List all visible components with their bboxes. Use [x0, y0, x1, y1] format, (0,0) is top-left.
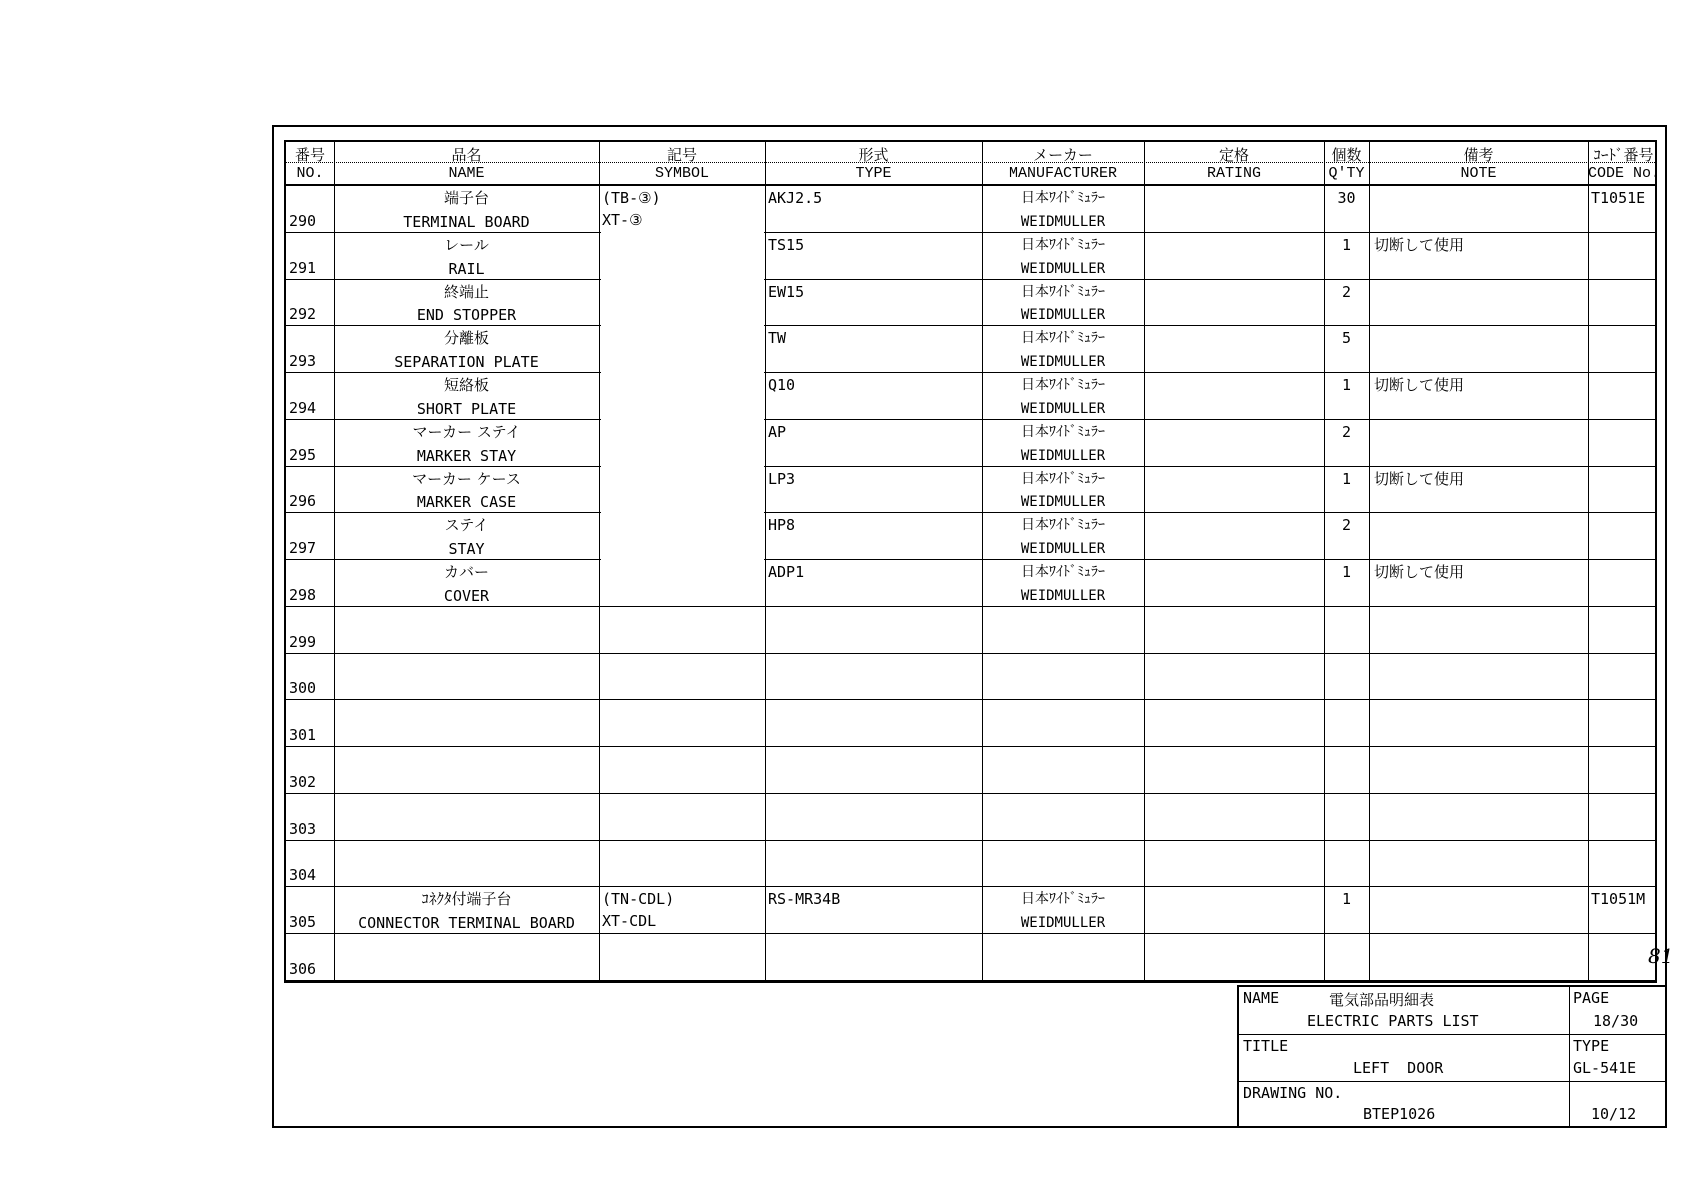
table-row	[286, 233, 1655, 280]
manufacturer-jp: 日本ﾜｲﾄﾞﾐｭﾗｰ	[1021, 330, 1105, 347]
part-name-jp: 分離板	[443, 329, 489, 348]
title-label: TITLE	[1243, 1037, 1289, 1055]
page-value: 18/30	[1593, 1012, 1639, 1030]
drawing-no-value: BTEP1026	[1363, 1105, 1436, 1123]
table-row	[286, 420, 1655, 467]
table-row	[286, 841, 1655, 888]
header-label-en: MANUFACTURER	[1008, 165, 1118, 182]
part-name-en: STAY	[448, 540, 485, 559]
header-label-en: SYMBOL	[654, 165, 709, 182]
part-type: RS-MR34B	[768, 890, 841, 909]
manufacturer-jp: 日本ﾜｲﾄﾞﾐｭﾗｰ	[1021, 283, 1105, 300]
table-row	[286, 700, 1655, 747]
header-label-en: TYPE	[855, 165, 892, 182]
title-block-rule	[1239, 1034, 1667, 1035]
quantity: 2	[1341, 422, 1352, 441]
symbol-line-1: (TB-③)	[602, 189, 661, 207]
row-number: 304	[289, 866, 317, 885]
manufacturer-jp: 日本ﾜｲﾄﾞﾐｭﾗｰ	[1021, 891, 1105, 908]
row-number: 299	[289, 632, 317, 651]
part-name-jp: カバー	[443, 563, 489, 582]
table-row	[286, 747, 1655, 794]
row-number: 301	[289, 726, 317, 745]
header-label-en: Q'TY	[1328, 165, 1365, 182]
header-label-en: NAME	[448, 165, 485, 182]
row-number: 297	[289, 539, 317, 558]
quantity: 1	[1341, 890, 1352, 909]
symbol-line-2: XT-③	[602, 211, 643, 229]
row-number: 298	[289, 585, 317, 604]
row-number: 293	[289, 352, 317, 371]
part-type: AKJ2.5	[768, 189, 823, 207]
part-type: EW15	[768, 282, 805, 301]
manufacturer-jp: 日本ﾜｲﾄﾞﾐｭﾗｰ	[1021, 190, 1105, 206]
table-row	[286, 934, 1655, 981]
header-label-jp: 記号	[666, 146, 697, 164]
table-row	[286, 186, 1655, 233]
code-number: T1051E	[1591, 189, 1646, 207]
manufacturer-en: WEIDMULLER	[1020, 354, 1106, 371]
header-label-en: NO.	[296, 165, 324, 182]
quantity: 30	[1337, 189, 1356, 207]
manufacturer-jp: 日本ﾜｲﾄﾞﾐｭﾗｰ	[1021, 377, 1105, 394]
row-number: 300	[289, 679, 317, 698]
header-label-jp: 品名	[451, 146, 482, 164]
manufacturer-en: WEIDMULLER	[1020, 447, 1106, 464]
symbol-line-1: (TN-CDL)	[602, 890, 675, 909]
part-name-jp: ステイ	[444, 516, 489, 535]
table-row	[286, 280, 1655, 327]
table-row	[286, 373, 1655, 420]
quantity: 5	[1341, 329, 1352, 348]
manufacturer-en: WEIDMULLER	[1020, 307, 1106, 324]
manufacturer-en: WEIDMULLER	[1020, 915, 1106, 932]
header-label-jp: 定格	[1218, 146, 1249, 164]
part-type: TS15	[768, 235, 805, 254]
handwritten-mark: 81	[1648, 944, 1674, 969]
page-label: PAGE	[1573, 989, 1610, 1007]
row-number: 292	[289, 305, 317, 324]
manufacturer-jp: 日本ﾜｲﾄﾞﾐｭﾗｰ	[1021, 517, 1105, 534]
quantity: 1	[1341, 376, 1352, 395]
title-block-divider	[1569, 987, 1570, 1128]
part-name-jp: 端子台	[443, 189, 489, 207]
header-label-jp: 個数	[1331, 146, 1362, 164]
row-number: 302	[289, 772, 317, 791]
table-row	[286, 560, 1655, 607]
table-row	[286, 794, 1655, 841]
header-label-jp: ｺｰﾄﾞ番号	[1593, 146, 1654, 164]
note: 切断して使用	[1374, 235, 1465, 254]
title-value: LEFT DOOR	[1353, 1059, 1444, 1077]
header-label-jp: 番号	[294, 146, 325, 164]
quantity: 1	[1341, 469, 1352, 488]
title-block-rule	[1239, 1081, 1667, 1082]
type-label: TYPE	[1573, 1037, 1610, 1055]
part-name-jp: 短絡板	[443, 376, 489, 395]
header-label-jp: メーカー	[1033, 146, 1093, 164]
manufacturer-jp: 日本ﾜｲﾄﾞﾐｭﾗｰ	[1021, 423, 1105, 440]
table-header-row	[286, 142, 1661, 186]
part-name-jp: マーカー ケース	[412, 469, 521, 488]
row-number: 303	[289, 819, 317, 838]
manufacturer-en: WEIDMULLER	[1020, 587, 1106, 604]
sheet-value: 10/12	[1591, 1105, 1637, 1123]
name-label: NAME	[1243, 989, 1280, 1007]
part-name-en: TERMINAL BOARD	[403, 212, 530, 231]
table-row	[286, 326, 1655, 373]
part-name-jp: ｺﾈｸﾀ付端子台	[421, 890, 512, 909]
header-label-en: NOTE	[1460, 165, 1497, 182]
table-row	[286, 654, 1655, 701]
manufacturer-en: WEIDMULLER	[1020, 494, 1106, 511]
table-row	[286, 467, 1655, 514]
part-type: TW	[768, 329, 787, 348]
manufacturer-en: WEIDMULLER	[1020, 260, 1106, 277]
part-name-en: SHORT PLATE	[416, 399, 517, 418]
part-type: HP8	[768, 516, 796, 535]
name-jp: 電気部品明細表	[1329, 991, 1435, 1009]
part-name-jp: 終端止	[443, 282, 489, 301]
manufacturer-en: WEIDMULLER	[1020, 213, 1106, 230]
part-name-en: SEPARATION PLATE	[394, 353, 539, 372]
part-type: AP	[768, 422, 787, 441]
row-number: 306	[289, 959, 317, 978]
quantity: 2	[1341, 282, 1352, 301]
row-number: 294	[289, 398, 317, 417]
parts-table	[284, 140, 1674, 983]
note: 切断して使用	[1374, 469, 1465, 488]
symbol-line-2: XT-CDL	[602, 912, 657, 931]
part-name-jp: レール	[444, 235, 489, 254]
manufacturer-en: WEIDMULLER	[1020, 541, 1106, 558]
row-number: 305	[289, 913, 317, 932]
quantity: 1	[1341, 563, 1352, 582]
row-number: 290	[289, 211, 317, 230]
part-type: LP3	[768, 469, 796, 488]
header-label-en: RATING	[1206, 165, 1261, 182]
part-type: ADP1	[768, 563, 805, 582]
drawing-no-label: DRAWING NO.	[1243, 1084, 1343, 1102]
part-name-jp: マーカー ステイ	[412, 422, 521, 441]
manufacturer-jp: 日本ﾜｲﾄﾞﾐｭﾗｰ	[1021, 470, 1105, 487]
title-block	[1237, 985, 1667, 1128]
part-name-en: CONNECTOR TERMINAL BOARD	[358, 914, 575, 933]
part-type: Q10	[768, 376, 796, 395]
quantity: 1	[1341, 235, 1352, 254]
note: 切断して使用	[1374, 376, 1465, 395]
part-name-en: END STOPPER	[416, 306, 517, 325]
code-number: T1051M	[1591, 890, 1646, 909]
manufacturer-en: WEIDMULLER	[1020, 400, 1106, 417]
quantity: 2	[1341, 516, 1352, 535]
part-name-en: COVER	[443, 586, 490, 605]
table-row	[286, 513, 1655, 560]
table-row	[286, 607, 1655, 654]
header-label-en: CODE No.	[1588, 165, 1661, 182]
row-number: 295	[289, 445, 317, 464]
part-name-en: RAIL	[448, 259, 485, 278]
table-row	[286, 887, 1655, 934]
part-name-en: MARKER CASE	[416, 493, 517, 512]
row-number: 296	[289, 492, 317, 511]
header-label-jp: 備考	[1463, 146, 1494, 164]
type-value: GL-541E	[1573, 1059, 1637, 1077]
manufacturer-jp: 日本ﾜｲﾄﾞﾐｭﾗｰ	[1021, 564, 1105, 581]
symbol-merged-cell	[601, 232, 764, 605]
part-name-en: MARKER STAY	[416, 446, 517, 465]
manufacturer-jp: 日本ﾜｲﾄﾞﾐｭﾗｰ	[1021, 236, 1105, 253]
header-label-jp: 形式	[858, 146, 889, 164]
name-en: ELECTRIC PARTS LIST	[1307, 1012, 1479, 1030]
note: 切断して使用	[1374, 563, 1465, 582]
row-number: 291	[289, 258, 317, 277]
